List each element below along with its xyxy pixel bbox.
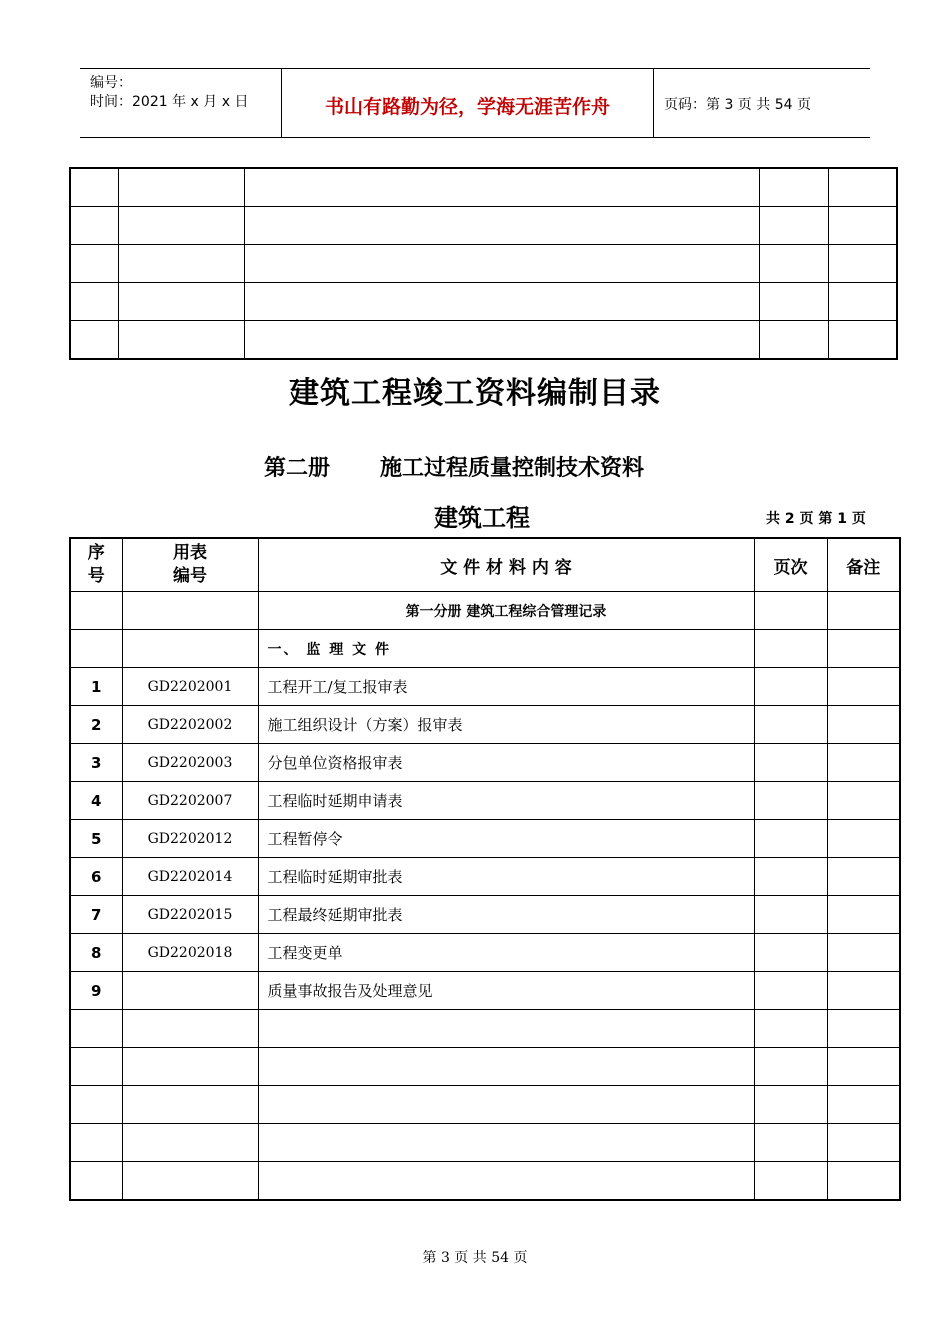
row-content: 工程暂停令 — [258, 820, 754, 858]
page-title: 建筑工程竣工资料编制目录 — [289, 376, 661, 411]
header-motto-cell — [282, 69, 654, 137]
group-heading-row — [70, 630, 900, 668]
table-row — [70, 858, 900, 896]
table-header-row — [70, 538, 900, 592]
row-form-code: GD2202001 — [122, 668, 258, 706]
row-form-code: GD2202007 — [122, 782, 258, 820]
row-seq: 6 — [70, 858, 122, 896]
table-row — [70, 820, 900, 858]
empty-row — [70, 1010, 900, 1048]
table-row — [70, 321, 897, 360]
empty-row — [70, 1124, 900, 1162]
page-footer: 第 3 页 共 54 页 — [422, 1250, 528, 1266]
row-content: 施工组织设计（方案）报审表 — [258, 706, 754, 744]
table-row — [70, 744, 900, 782]
table-row — [70, 283, 897, 321]
document-date: 时间：2021 年 x 月 x 日 — [90, 94, 249, 110]
header-meta-cell — [80, 69, 282, 137]
row-form-code: GD2202003 — [122, 744, 258, 782]
row-form-code — [122, 972, 258, 1010]
row-content: 工程临时延期申请表 — [258, 782, 754, 820]
table-row — [70, 668, 900, 706]
section-title: 建筑工程 — [434, 504, 530, 532]
empty-row — [70, 1048, 900, 1086]
column-header-remarks: 备注 — [827, 538, 900, 592]
row-form-code: GD2202002 — [122, 706, 258, 744]
header-page-info: 页码：第 3 页 共 54 页 — [664, 97, 811, 113]
document-number-label: 编号： — [90, 75, 132, 91]
header-motto: 书山有路勤为径，学海无涯苦作舟 — [324, 96, 610, 118]
group-heading: 一、 监 理 文 件 — [258, 630, 754, 668]
volume-label: 第二册 — [264, 456, 331, 481]
empty-row — [70, 1162, 900, 1201]
row-form-code: GD2202018 — [122, 934, 258, 972]
part-heading-row — [70, 592, 900, 630]
row-content: 工程最终延期审批表 — [258, 896, 754, 934]
row-content: 工程开工/复工报审表 — [258, 668, 754, 706]
volume-subtitle: 施工过程质量控制技术资料 — [380, 456, 645, 481]
page-header — [80, 68, 870, 138]
row-seq: 8 — [70, 934, 122, 972]
part-heading: 第一分册 建筑工程综合管理记录 — [258, 592, 754, 630]
table-row — [70, 934, 900, 972]
row-form-code: GD2202012 — [122, 820, 258, 858]
row-content: 质量事故报告及处理意见 — [258, 972, 754, 1010]
column-header-content: 文 件 材 料 内 容 — [258, 538, 754, 592]
row-content: 工程变更单 — [258, 934, 754, 972]
row-seq: 9 — [70, 972, 122, 1010]
column-header-form-code: 用表 编号 — [122, 538, 258, 592]
row-seq: 1 — [70, 668, 122, 706]
row-seq: 3 — [70, 744, 122, 782]
table-row — [70, 782, 900, 820]
row-form-code: GD2202015 — [122, 896, 258, 934]
row-content: 工程临时延期审批表 — [258, 858, 754, 896]
table-row — [70, 245, 897, 283]
empty-row — [70, 1086, 900, 1124]
previous-table-fragment — [69, 167, 898, 360]
catalog-table — [69, 537, 901, 1201]
row-form-code: GD2202014 — [122, 858, 258, 896]
table-row — [70, 896, 900, 934]
row-seq: 7 — [70, 896, 122, 934]
table-row — [70, 972, 900, 1010]
table-row — [70, 207, 897, 245]
table-row — [70, 168, 897, 207]
row-seq: 4 — [70, 782, 122, 820]
table-row — [70, 706, 900, 744]
page-count: 共 2 页 第 1 页 — [766, 511, 866, 527]
column-header-seq: 序 号 — [70, 538, 122, 592]
row-seq: 5 — [70, 820, 122, 858]
column-header-pages: 页次 — [754, 538, 827, 592]
header-page-cell — [654, 69, 870, 137]
row-seq: 2 — [70, 706, 122, 744]
row-content: 分包单位资格报审表 — [258, 744, 754, 782]
